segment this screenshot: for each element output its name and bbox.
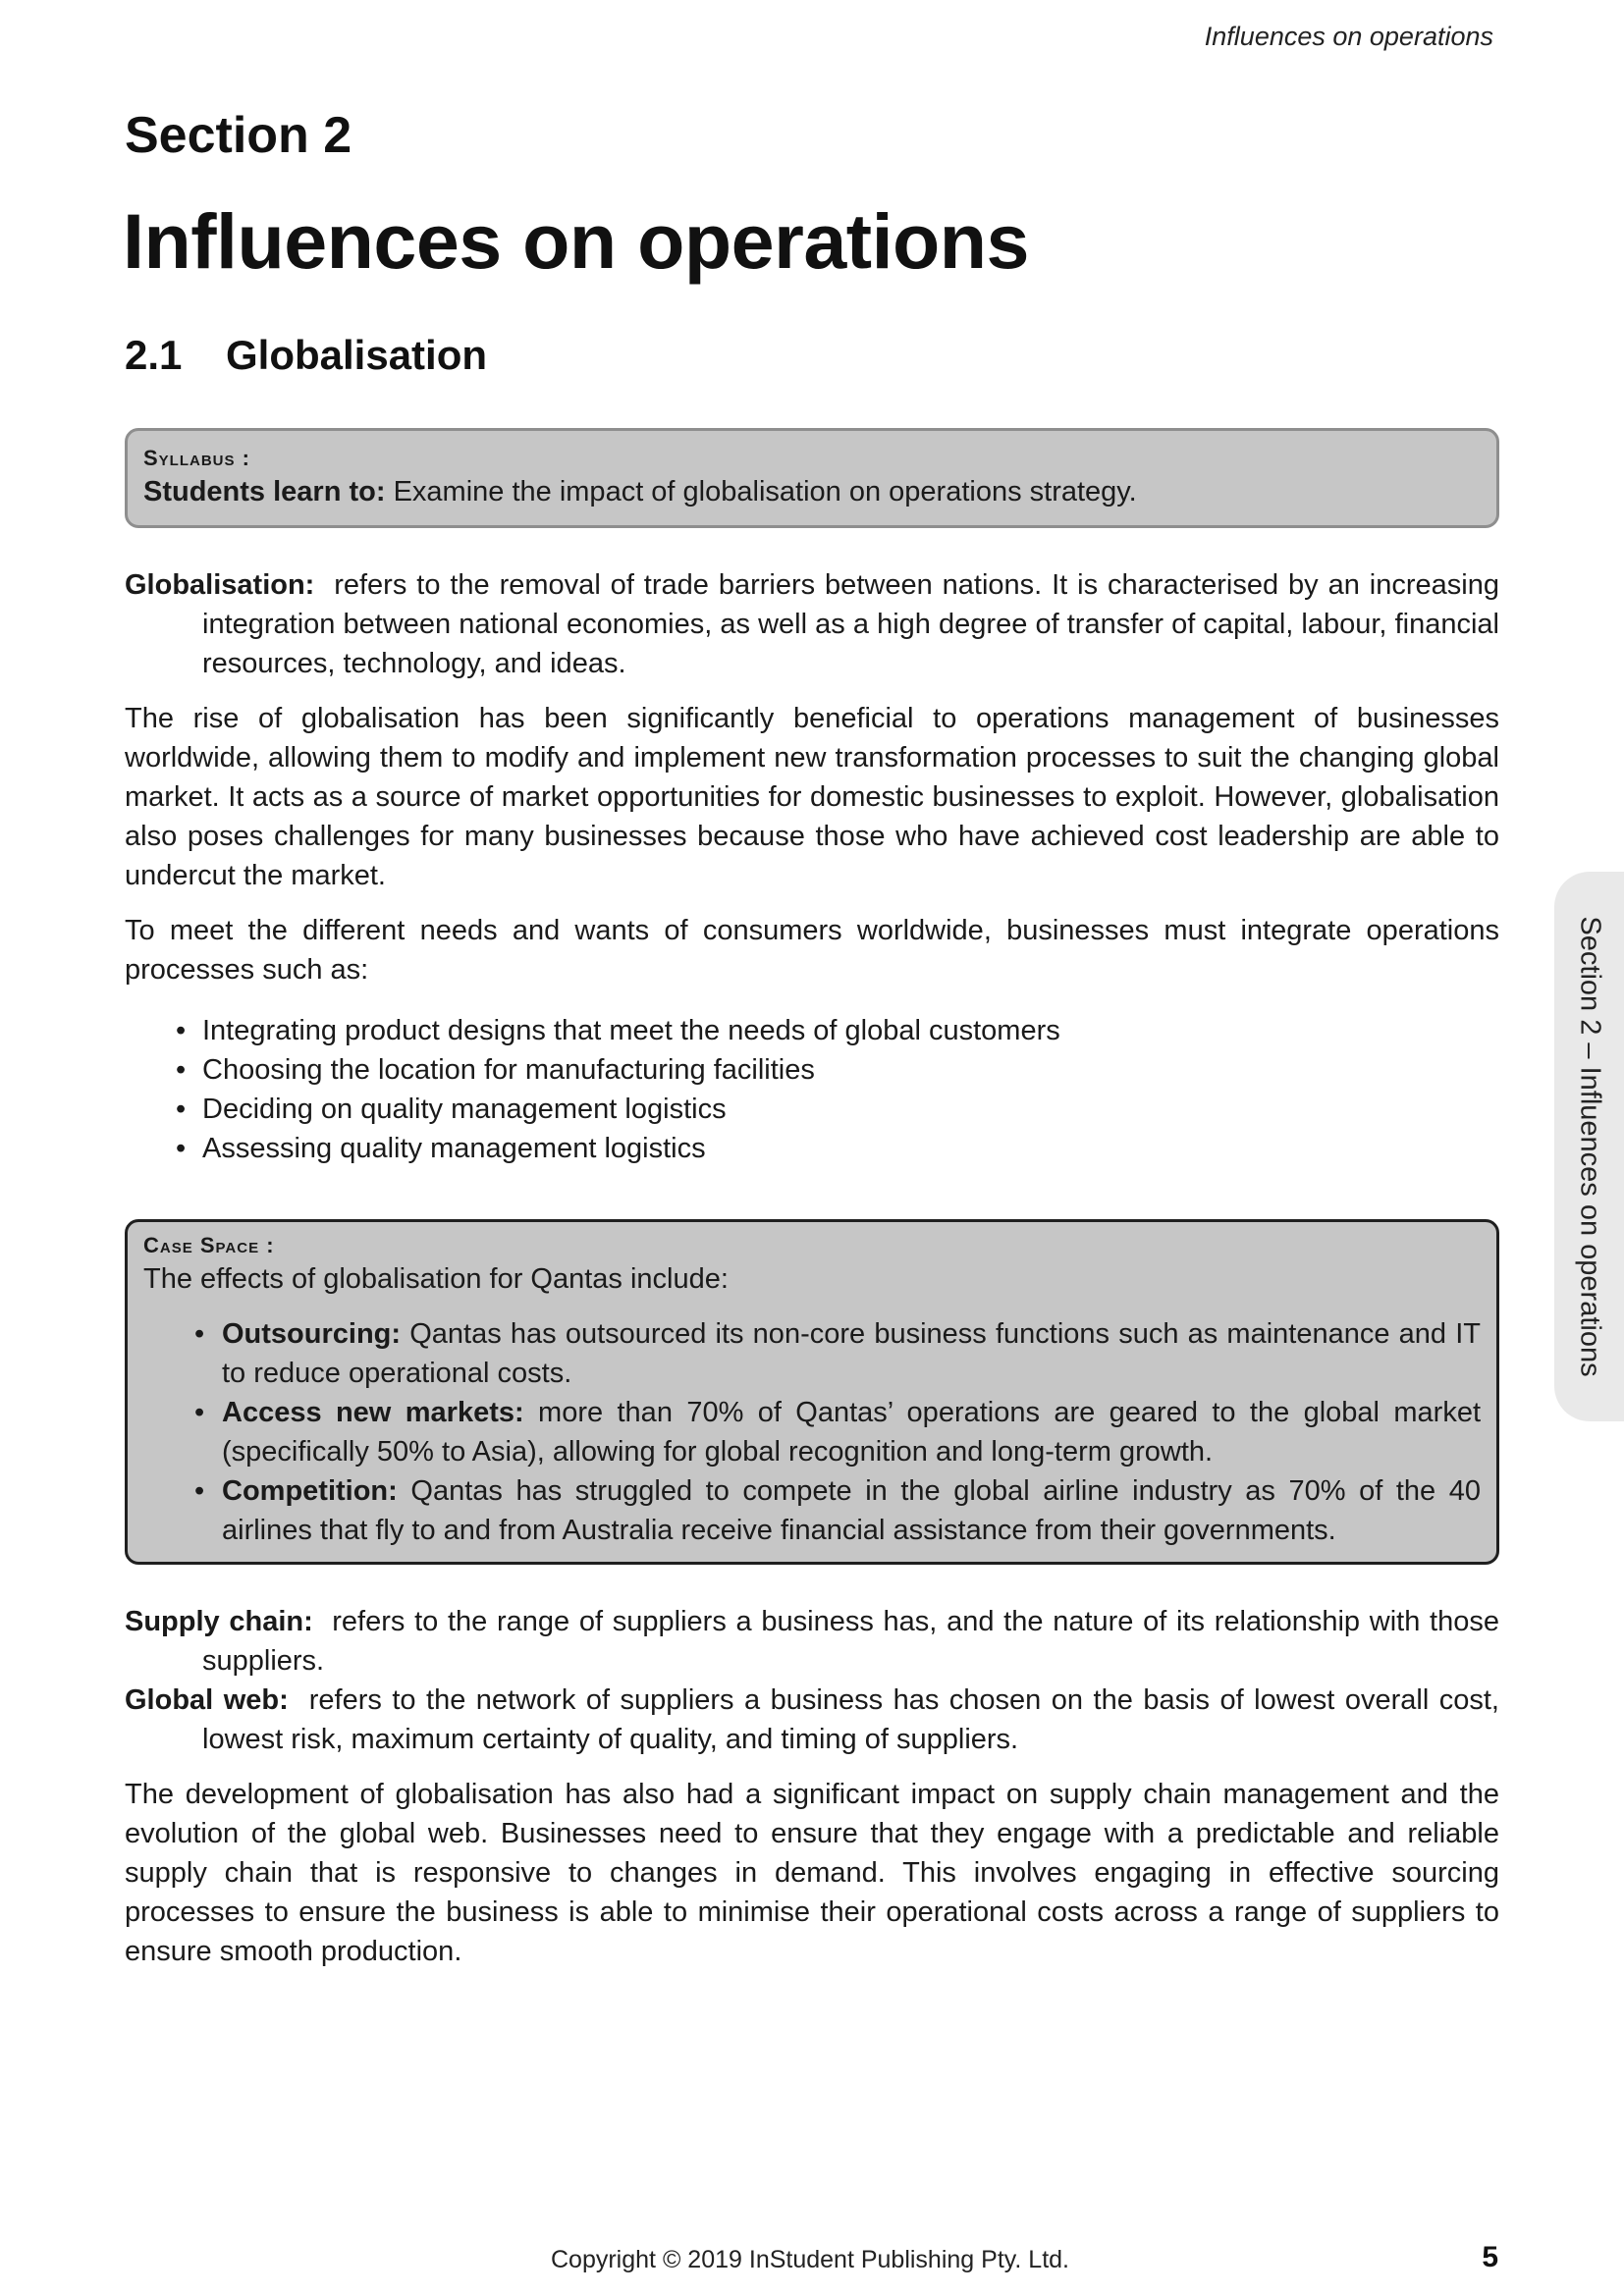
bullet: •	[176, 1015, 187, 1046]
case-item-text: more than 70% of Qantas’ operations are geared to the global market (specifically 50% to Asia), allowing for global recognition and long-term growth.	[222, 1397, 1482, 1468]
paragraph: The development of globalisation has also had a significant impact on supply chain management and the evolution of the global web. Businesses need to ensure that they engage with a predictable and reliable supply chain that is responsive to changes in demand. This involves engaging in effective sourcing processes to ensure the business is able to minimise their operational costs across a range of suppliers to ensure smooth production.	[125, 1779, 1499, 1967]
subsection-heading	[125, 332, 487, 379]
case-item-term: Access new markets:	[222, 1397, 524, 1428]
definition-text: refers to the network of suppliers a business has chosen on the basis of lowest overall cost, lowest risk, maximum certainty of quality, and timing of suppliers.	[202, 1684, 1499, 1755]
definition-text: refers to the range of suppliers a business has, and the nature of its relationship with those suppliers.	[202, 1606, 1500, 1677]
list-item	[125, 1050, 1499, 1090]
bullet: •	[194, 1475, 205, 1507]
case-space-list	[143, 1314, 1481, 1550]
syllabus-lead: Students learn to:	[143, 476, 386, 507]
case-item-text: Qantas has outsourced its non-core business functions such as maintenance and IT to reduce operational costs.	[222, 1318, 1482, 1389]
side-tab-label: Section 2 – Influences on operations	[1574, 916, 1606, 1377]
paragraph: To meet the different needs and wants of consumers worldwide, businesses must integrate operations processes such as:	[125, 915, 1499, 986]
syllabus-box	[125, 428, 1499, 528]
footer-copyright: Copyright © 2019 InStudent Publishing Pty. Ltd.	[551, 2246, 1070, 2273]
page-content	[125, 428, 1499, 1987]
bullet: •	[176, 1133, 187, 1164]
list-item-text: Assessing quality management logistics	[202, 1133, 706, 1164]
list-item-text: Deciding on quality management logistics	[202, 1094, 727, 1125]
page-number: 5	[1482, 2241, 1498, 2273]
list-item	[143, 1393, 1481, 1471]
case-item-term: Outsourcing:	[222, 1318, 402, 1350]
list-item	[125, 1011, 1499, 1050]
definition-text: refers to the removal of trade barriers between nations. It is characterised by an increasing integration between national economies, as well as a high degree of transfer of capital, labour, financial resources, technology, and ideas.	[202, 569, 1499, 679]
syllabus-outcome	[143, 472, 1481, 511]
list-item	[125, 1090, 1499, 1129]
section-label: Section 2	[125, 107, 352, 164]
list-item-text: Choosing the location for manufacturing facilities	[202, 1054, 815, 1086]
case-space-intro: The effects of globalisation for Qantas include:	[143, 1263, 729, 1295]
page-title: Influences on operations	[123, 197, 1029, 285]
syllabus-text: Examine the impact of globalisation on operations strategy.	[393, 476, 1137, 507]
syllabus-label: Syllabus :	[143, 446, 250, 470]
definition-globalisation	[125, 565, 1499, 683]
bullet: •	[194, 1397, 205, 1428]
paragraph: The rise of globalisation has been significantly beneficial to operations management of businesses worldwide, allowing them to modify and implement new transformation processes to suit the changing global market. It acts as a source of market opportunities for domestic businesses to exploit. However, globalisation also poses challenges for many businesses because those who have achieved cost leadership are able to undercut the market.	[125, 703, 1499, 891]
bullet: •	[176, 1054, 187, 1086]
definition-supply-chain	[125, 1602, 1499, 1681]
case-space-box	[125, 1219, 1499, 1565]
list-item	[143, 1314, 1481, 1393]
definition-global-web	[125, 1681, 1499, 1759]
case-item-text: Qantas has struggled to compete in the global airline industry as 70% of the 40 airlines that fly to and from Australia receive financial assistance from their governments.	[222, 1475, 1481, 1546]
definition-term: Global web:	[125, 1684, 289, 1716]
subsection-title: Globalisation	[226, 332, 488, 378]
case-space-label: Case Space :	[143, 1233, 275, 1257]
subsection-number: 2.1	[125, 332, 183, 378]
definition-term: Supply chain:	[125, 1606, 313, 1637]
running-header: Influences on operations	[1204, 22, 1493, 51]
bullet: •	[176, 1094, 187, 1125]
list-item-text: Integrating product designs that meet the needs of global customers	[202, 1015, 1060, 1046]
processes-list	[125, 1011, 1499, 1168]
list-item	[143, 1471, 1481, 1550]
case-item-term: Competition:	[222, 1475, 398, 1507]
definition-term: Globalisation:	[125, 569, 315, 601]
list-item	[125, 1129, 1499, 1168]
bullet: •	[194, 1318, 205, 1350]
